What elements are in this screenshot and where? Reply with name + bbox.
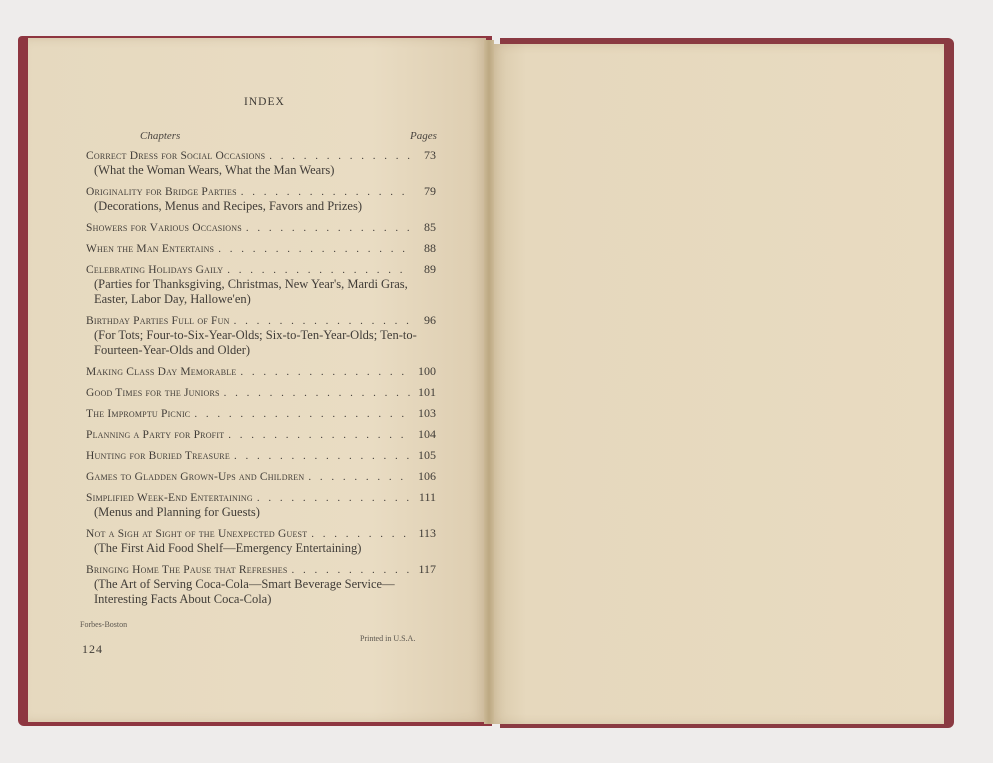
index-entry: [86, 469, 436, 484]
chapter-page-number: 73: [424, 148, 436, 162]
chapter-page-number: 113: [418, 526, 436, 540]
chapter-page-number: 88: [424, 241, 436, 255]
index-entry: [86, 364, 436, 379]
chapters-column-label: Chapters: [140, 130, 181, 142]
index-heading: INDEX: [244, 96, 285, 108]
index-entry: [86, 220, 436, 235]
index-entry: [86, 313, 436, 358]
pages-column-label: Pages: [410, 130, 437, 142]
chapter-page-number: 117: [418, 562, 436, 576]
chapter-title: Correct Dress for Social Occasions: [86, 150, 266, 162]
chapter-subtitle: (What the Woman Wears, What the Man Wears): [94, 163, 335, 177]
index-entry: [86, 526, 436, 556]
chapter-subtitle: (Parties for Thanksgiving, Christmas, New Year's, Mardi Gras, Easter, Labor Day, Hallowe'en): [94, 277, 408, 306]
leader-dots: [311, 528, 410, 540]
chapter-page-number: 101: [418, 385, 436, 399]
chapter-title: When the Man Entertains: [86, 243, 215, 255]
chapter-subtitle: (The Art of Serving Coca-Cola—Smart Beverage Service—Interesting Facts About Coca-Cola): [94, 577, 395, 606]
chapter-subtitle: (Decorations, Menus and Recipes, Favors and Prizes): [94, 199, 362, 213]
leader-dots: [241, 186, 410, 198]
chapter-subtitle: (The First Aid Food Shelf—Emergency Entertaining): [94, 541, 362, 555]
chapter-page-number: 104: [418, 427, 436, 441]
chapter-title: Bringing Home The Pause that Refreshes: [86, 564, 288, 576]
index-entry: [86, 385, 436, 400]
leader-dots: [218, 243, 410, 255]
leader-dots: [227, 264, 410, 276]
chapter-page-number: 103: [418, 406, 436, 420]
chapter-title: Hunting for Buried Treasure: [86, 450, 230, 462]
chapter-title: Not a Sigh at Sight of the Unexpected Guest: [86, 528, 308, 540]
chapter-title: Showers for Various Occasions: [86, 222, 242, 234]
index-entry: [86, 406, 436, 421]
chapter-page-number: 89: [424, 262, 436, 276]
index-entry: [86, 148, 436, 178]
chapter-title: Good Times for the Juniors: [86, 387, 220, 399]
chapter-title: Originality for Bridge Parties: [86, 186, 237, 198]
publisher-imprint: Forbes-Boston: [80, 620, 128, 629]
chapter-page-number: 106: [418, 469, 436, 483]
index-entry: [86, 562, 436, 607]
index-entry: [86, 262, 436, 307]
leader-dots: [228, 429, 410, 441]
chapter-title: Simplified Week-End Entertaining: [86, 492, 253, 504]
book-gutter: [484, 40, 494, 724]
right-page-blank: [490, 44, 944, 724]
leader-dots: [194, 408, 410, 420]
leader-dots: [257, 492, 410, 504]
chapter-title: Games to Gladden Grown-Ups and Children: [86, 471, 305, 483]
leader-dots: [292, 564, 410, 576]
leader-dots: [269, 150, 410, 162]
chapter-title: Birthday Parties Full of Fun: [86, 315, 230, 327]
index-entry: [86, 490, 436, 520]
chapter-title: Celebrating Holidays Gaily: [86, 264, 224, 276]
index-entry: [86, 448, 436, 463]
leader-dots: [224, 387, 410, 399]
chapter-page-number: 79: [424, 184, 436, 198]
index-entry: [86, 241, 436, 256]
table-of-contents: [86, 148, 436, 613]
leader-dots: [234, 450, 410, 462]
leader-dots: [308, 471, 410, 483]
leader-dots: [234, 315, 410, 327]
chapter-title: Making Class Day Memorable: [86, 366, 237, 378]
page-number: 124: [82, 642, 103, 656]
chapter-subtitle: (For Tots; Four-to-Six-Year-Olds; Six-to-Ten-Year-Olds; Ten-to-Fourteen-Year-Olds and Older): [94, 328, 417, 357]
index-entry: [86, 427, 436, 442]
index-entry: [86, 184, 436, 214]
chapter-subtitle: (Menus and Planning for Guests): [94, 505, 260, 519]
chapter-page-number: 105: [418, 448, 436, 462]
leader-dots: [246, 222, 410, 234]
chapter-page-number: 100: [418, 364, 436, 378]
chapter-title: The Impromptu Picnic: [86, 408, 191, 420]
leader-dots: [240, 366, 410, 378]
chapter-page-number: 111: [418, 490, 436, 504]
chapter-page-number: 85: [424, 220, 436, 234]
chapter-title: Planning a Party for Profit: [86, 429, 225, 441]
chapter-page-number: 96: [424, 313, 436, 327]
printed-note: Printed in U.S.A.: [360, 634, 416, 643]
